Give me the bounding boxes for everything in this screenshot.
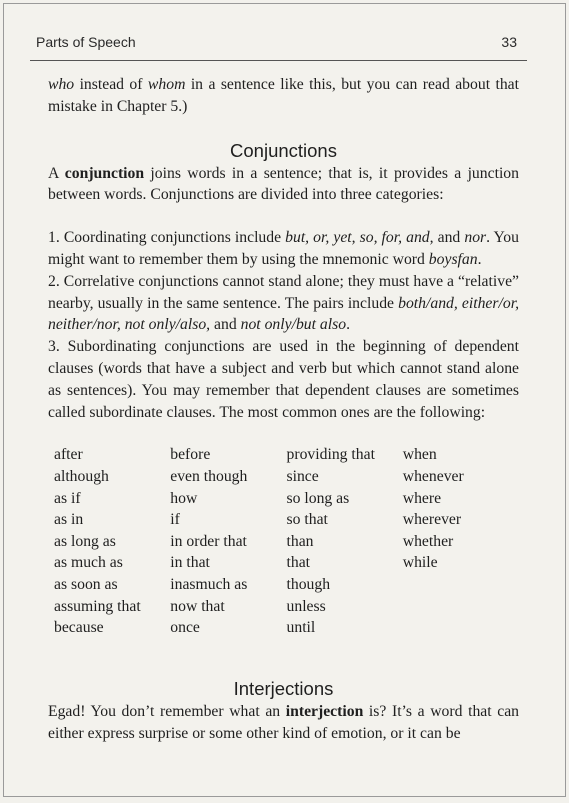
list-item: in order that bbox=[170, 532, 247, 550]
coordinating-item bbox=[48, 227, 519, 271]
list-item: although bbox=[54, 467, 109, 485]
item1-and: and bbox=[433, 229, 465, 247]
list-column bbox=[170, 444, 286, 638]
list-item: assuming that bbox=[54, 597, 141, 615]
page-body bbox=[48, 74, 519, 744]
header-rule bbox=[30, 60, 527, 61]
list-item: once bbox=[170, 619, 200, 637]
interj-text-rest: is? It’s a word that can either express surprise or some other kind of emotion, or it can be bbox=[48, 702, 519, 742]
running-header bbox=[36, 34, 517, 50]
list-item: whenever bbox=[402, 467, 464, 485]
section-heading-conjunctions: Conjunctions bbox=[230, 139, 337, 161]
item1-nor: nor bbox=[464, 229, 487, 247]
list-item: as long as bbox=[54, 532, 116, 550]
list-item: even though bbox=[170, 467, 248, 485]
list-item: before bbox=[170, 446, 211, 464]
intro-em-who: who bbox=[48, 76, 75, 93]
list-item: after bbox=[54, 446, 83, 464]
list-item: as in bbox=[54, 511, 84, 529]
list-item: inasmuch as bbox=[170, 575, 248, 593]
subordinating-item: 3. Subordinating conjunctions are used in the beginning of dependent clauses (words that have a subject and verb but which cannot stand alone as sentences). You may remember that dependent clauses are sometimes called subordinate clauses. The most common ones are the following: bbox=[48, 338, 519, 421]
intro-text: instead of bbox=[74, 76, 148, 93]
list-item: until bbox=[286, 619, 316, 637]
item1-period: . bbox=[477, 250, 482, 268]
list-item: providing that bbox=[286, 446, 375, 464]
def-term: conjunction bbox=[64, 164, 145, 182]
list-item: since bbox=[286, 467, 319, 485]
item1-mnemonic: boysfan bbox=[428, 250, 478, 268]
list-item: because bbox=[54, 619, 104, 637]
list-item: as if bbox=[54, 489, 81, 507]
list-item: as much as bbox=[54, 554, 123, 572]
list-item: so that bbox=[286, 511, 328, 529]
page-number: 33 bbox=[501, 34, 517, 50]
interj-text: Egad! You don’t remember what an bbox=[48, 702, 286, 720]
item2-text: 2. Correlative conjunctions cannot stand alone; they must have a “relative” nearby, usually in the same sentence. The pairs include bbox=[48, 272, 519, 312]
item2-pairs: both/and, either/or, neither/nor, not only/also, bbox=[48, 294, 519, 334]
list-item: in that bbox=[170, 554, 210, 572]
item1-examples: but, or, yet, so, for, and, bbox=[285, 229, 434, 247]
item2-last-pair: not only/but also bbox=[240, 316, 347, 334]
list-item: that bbox=[286, 554, 311, 572]
list-item: as soon as bbox=[54, 575, 118, 593]
intro-paragraph bbox=[48, 74, 519, 118]
list-column bbox=[287, 444, 403, 638]
interjection-paragraph bbox=[48, 701, 519, 745]
list-item: so long as bbox=[286, 489, 350, 507]
list-item: if bbox=[170, 511, 180, 529]
list-item: wherever bbox=[402, 511, 462, 529]
item2-period: . bbox=[346, 316, 350, 334]
book-page bbox=[3, 3, 566, 797]
conjunction-definition bbox=[48, 163, 519, 207]
running-title: Parts of Speech bbox=[36, 34, 136, 50]
intro-text-end: in a sentence like this, but you can read about that mistake in Chapter 5.) bbox=[48, 76, 519, 115]
interj-term: interjection bbox=[285, 702, 364, 720]
list-item: how bbox=[170, 489, 198, 507]
subordinating-list bbox=[54, 444, 519, 638]
list-item: than bbox=[286, 532, 314, 550]
section-heading-interjections: Interjections bbox=[233, 677, 334, 699]
item1-text-2: . You might want to remember them by using the mnemonic word bbox=[48, 229, 519, 268]
list-item: though bbox=[286, 575, 331, 593]
list-item: when bbox=[402, 446, 437, 464]
item2-and: and bbox=[210, 316, 241, 334]
list-item: whether bbox=[402, 532, 454, 550]
list-item: now that bbox=[170, 597, 225, 615]
intro-em-whom: whom bbox=[147, 76, 186, 93]
list-column bbox=[54, 444, 170, 638]
item1-text: 1. Coordinating conjunctions include bbox=[48, 229, 286, 247]
list-column bbox=[403, 444, 519, 638]
correlative-item bbox=[48, 271, 519, 336]
def-text: A bbox=[48, 164, 65, 182]
list-item: unless bbox=[286, 597, 326, 615]
def-text-rest: joins words in a sentence; that is, it provides a junction between words. Conjunctions are divided into three categories: bbox=[48, 164, 519, 204]
list-item: where bbox=[402, 489, 442, 507]
list-item: while bbox=[402, 554, 438, 572]
